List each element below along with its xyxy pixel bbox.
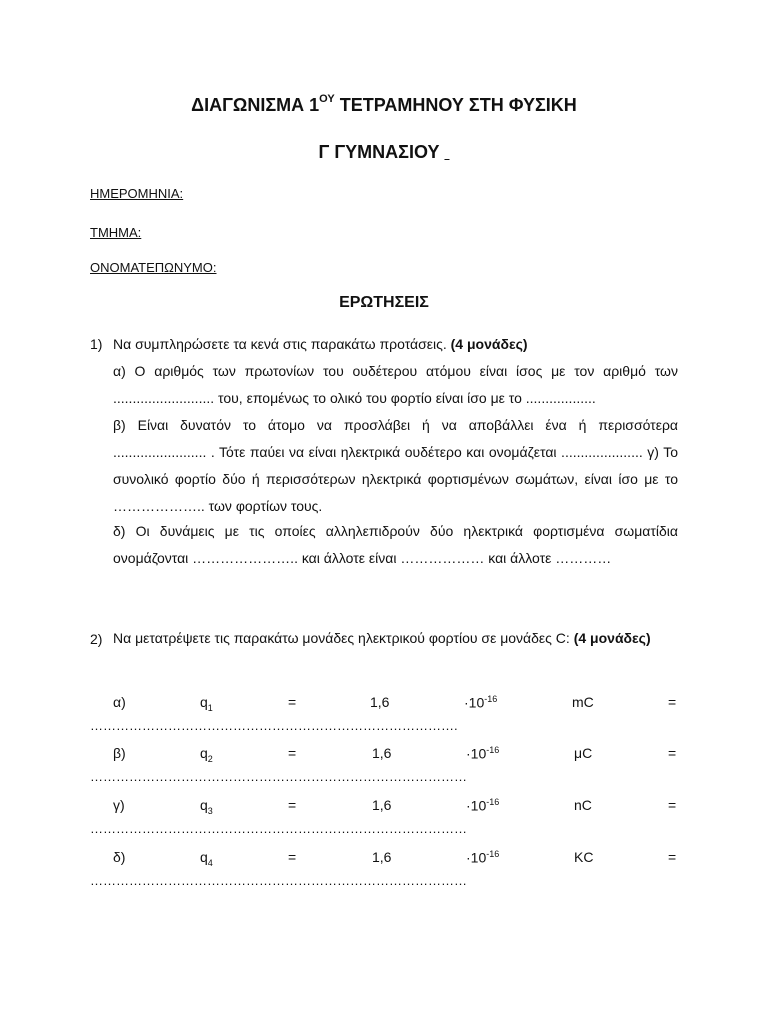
unit-label: mC	[572, 694, 594, 710]
power-of-ten: $\cdot 10^{-16}$	[466, 849, 500, 866]
question-1-part-b: β) Είναι δυνατόν το άτομο να προσλάβει ή να αποβάλλει ένα ή περισσότερα ........................ . Τότε παύει να είναι ηλεκτρικά ουδέτερο και ονομάζεται ..................... γ) Το συνολικό φορτίο δύο ή περισσότερων ηλεκτρικά φορτισμένων σωμάτων, είναι ίσο με το ……………….. των φορτίων τους.	[113, 417, 678, 514]
exam-subtitle	[0, 142, 768, 163]
equals-sign: =	[288, 797, 297, 813]
equals-sign: =	[288, 849, 297, 865]
charge-value: 1,6	[372, 745, 392, 761]
equals-sign: =	[288, 694, 297, 710]
question-1-part-a: α) Ο αριθμός των πρωτονίων του ουδέτερου ατόμου είναι ίσος με τον αριθμό των .......................... του, επομένως το ολικό του φορτίο είναι ίσο με το ..................	[113, 363, 678, 406]
title-main: ΔΙΑΓΩΝΙΣΜΑ 1	[191, 95, 320, 115]
title-rest: ΤΕΤΡΑΜΗΝΟΥ ΣΤΗ ΦΥΣΙΚΗ	[334, 95, 577, 115]
conversion-row	[90, 694, 678, 718]
exam-title	[0, 95, 768, 116]
equals-sign: =	[288, 745, 297, 761]
answer-dots: ……………………………………………………………………………	[90, 769, 467, 784]
conversion-row	[90, 797, 678, 821]
unit-label: nC	[574, 797, 592, 813]
question-1-prompt	[113, 331, 678, 358]
charge-value: 1,6	[372, 849, 392, 865]
conversion-row	[90, 745, 678, 769]
conversion-label: γ)	[113, 797, 125, 813]
answer-dots: ……………………………………………………………………………	[90, 873, 467, 888]
date-field: ΗΜΕΡΟΜΗΝΙΑ:	[90, 186, 184, 201]
charge-symbol: $q_4$	[200, 849, 213, 868]
name-field: ΟΝΟΜΑΤΕΠΩΝΥΜΟ:	[90, 260, 217, 275]
class-field: ΤΜΗΜΑ:	[90, 225, 142, 240]
power-of-ten: $\cdot 10^{-16}$	[466, 745, 500, 762]
equals-sign-2: =	[668, 745, 677, 761]
conversion-label: β)	[113, 745, 126, 761]
conversion-label: α)	[113, 694, 126, 710]
questions-heading: ΕΡΩΤΗΣΕΙΣ	[339, 294, 429, 311]
answer-dots: ……………………………………………………………………………	[90, 821, 467, 836]
question-2-prompt	[113, 625, 678, 652]
question-2-points: (4 μονάδες)	[573, 630, 651, 646]
unit-label: μC	[574, 745, 593, 761]
power-of-ten: $\cdot 10^{-16}$	[464, 694, 498, 711]
power-of-ten: $\cdot 10^{-16}$	[466, 797, 500, 814]
charge-symbol: $q_2$	[200, 745, 213, 764]
charge-symbol: $q_1$	[200, 694, 213, 713]
question-2-text: Να μετατρέψετε τις παρακάτω μονάδες ηλεκτρικού φορτίου σε μονάδες C:	[113, 630, 574, 646]
equals-sign-2: =	[668, 797, 677, 813]
title-superscript: ΟΥ	[319, 93, 335, 105]
charge-value: 1,6	[372, 797, 392, 813]
conversion-row	[90, 849, 678, 873]
question-2-number: 2)	[90, 631, 103, 647]
answer-dots: ………………………………………………………………………….	[90, 718, 458, 733]
question-1-part-d: δ) Οι δυνάμεις με τις οποίες αλληλεπιδρούν δύο ηλεκτρικά φορτισμένα σωματίδια ονομάζονται ………………….. και άλλοτε είναι ……………… και άλλοτε …………	[113, 523, 678, 566]
equals-sign-2: =	[668, 849, 677, 865]
question-1-number: 1)	[90, 336, 103, 352]
question-1-points: (4 μονάδες)	[450, 336, 528, 352]
subtitle-text: Γ ΓΥΜΝΑΣΙΟΥ	[318, 142, 440, 162]
subtitle-underline	[444, 142, 449, 162]
charge-symbol: $q_3$	[200, 797, 213, 816]
equals-sign-2: =	[668, 694, 677, 710]
unit-label: KC	[574, 849, 594, 865]
charge-value: 1,6	[370, 694, 390, 710]
conversion-label: δ)	[113, 849, 126, 865]
question-1-text: Να συμπληρώσετε τα κενά στις παρακάτω προτάσεις.	[113, 336, 451, 352]
